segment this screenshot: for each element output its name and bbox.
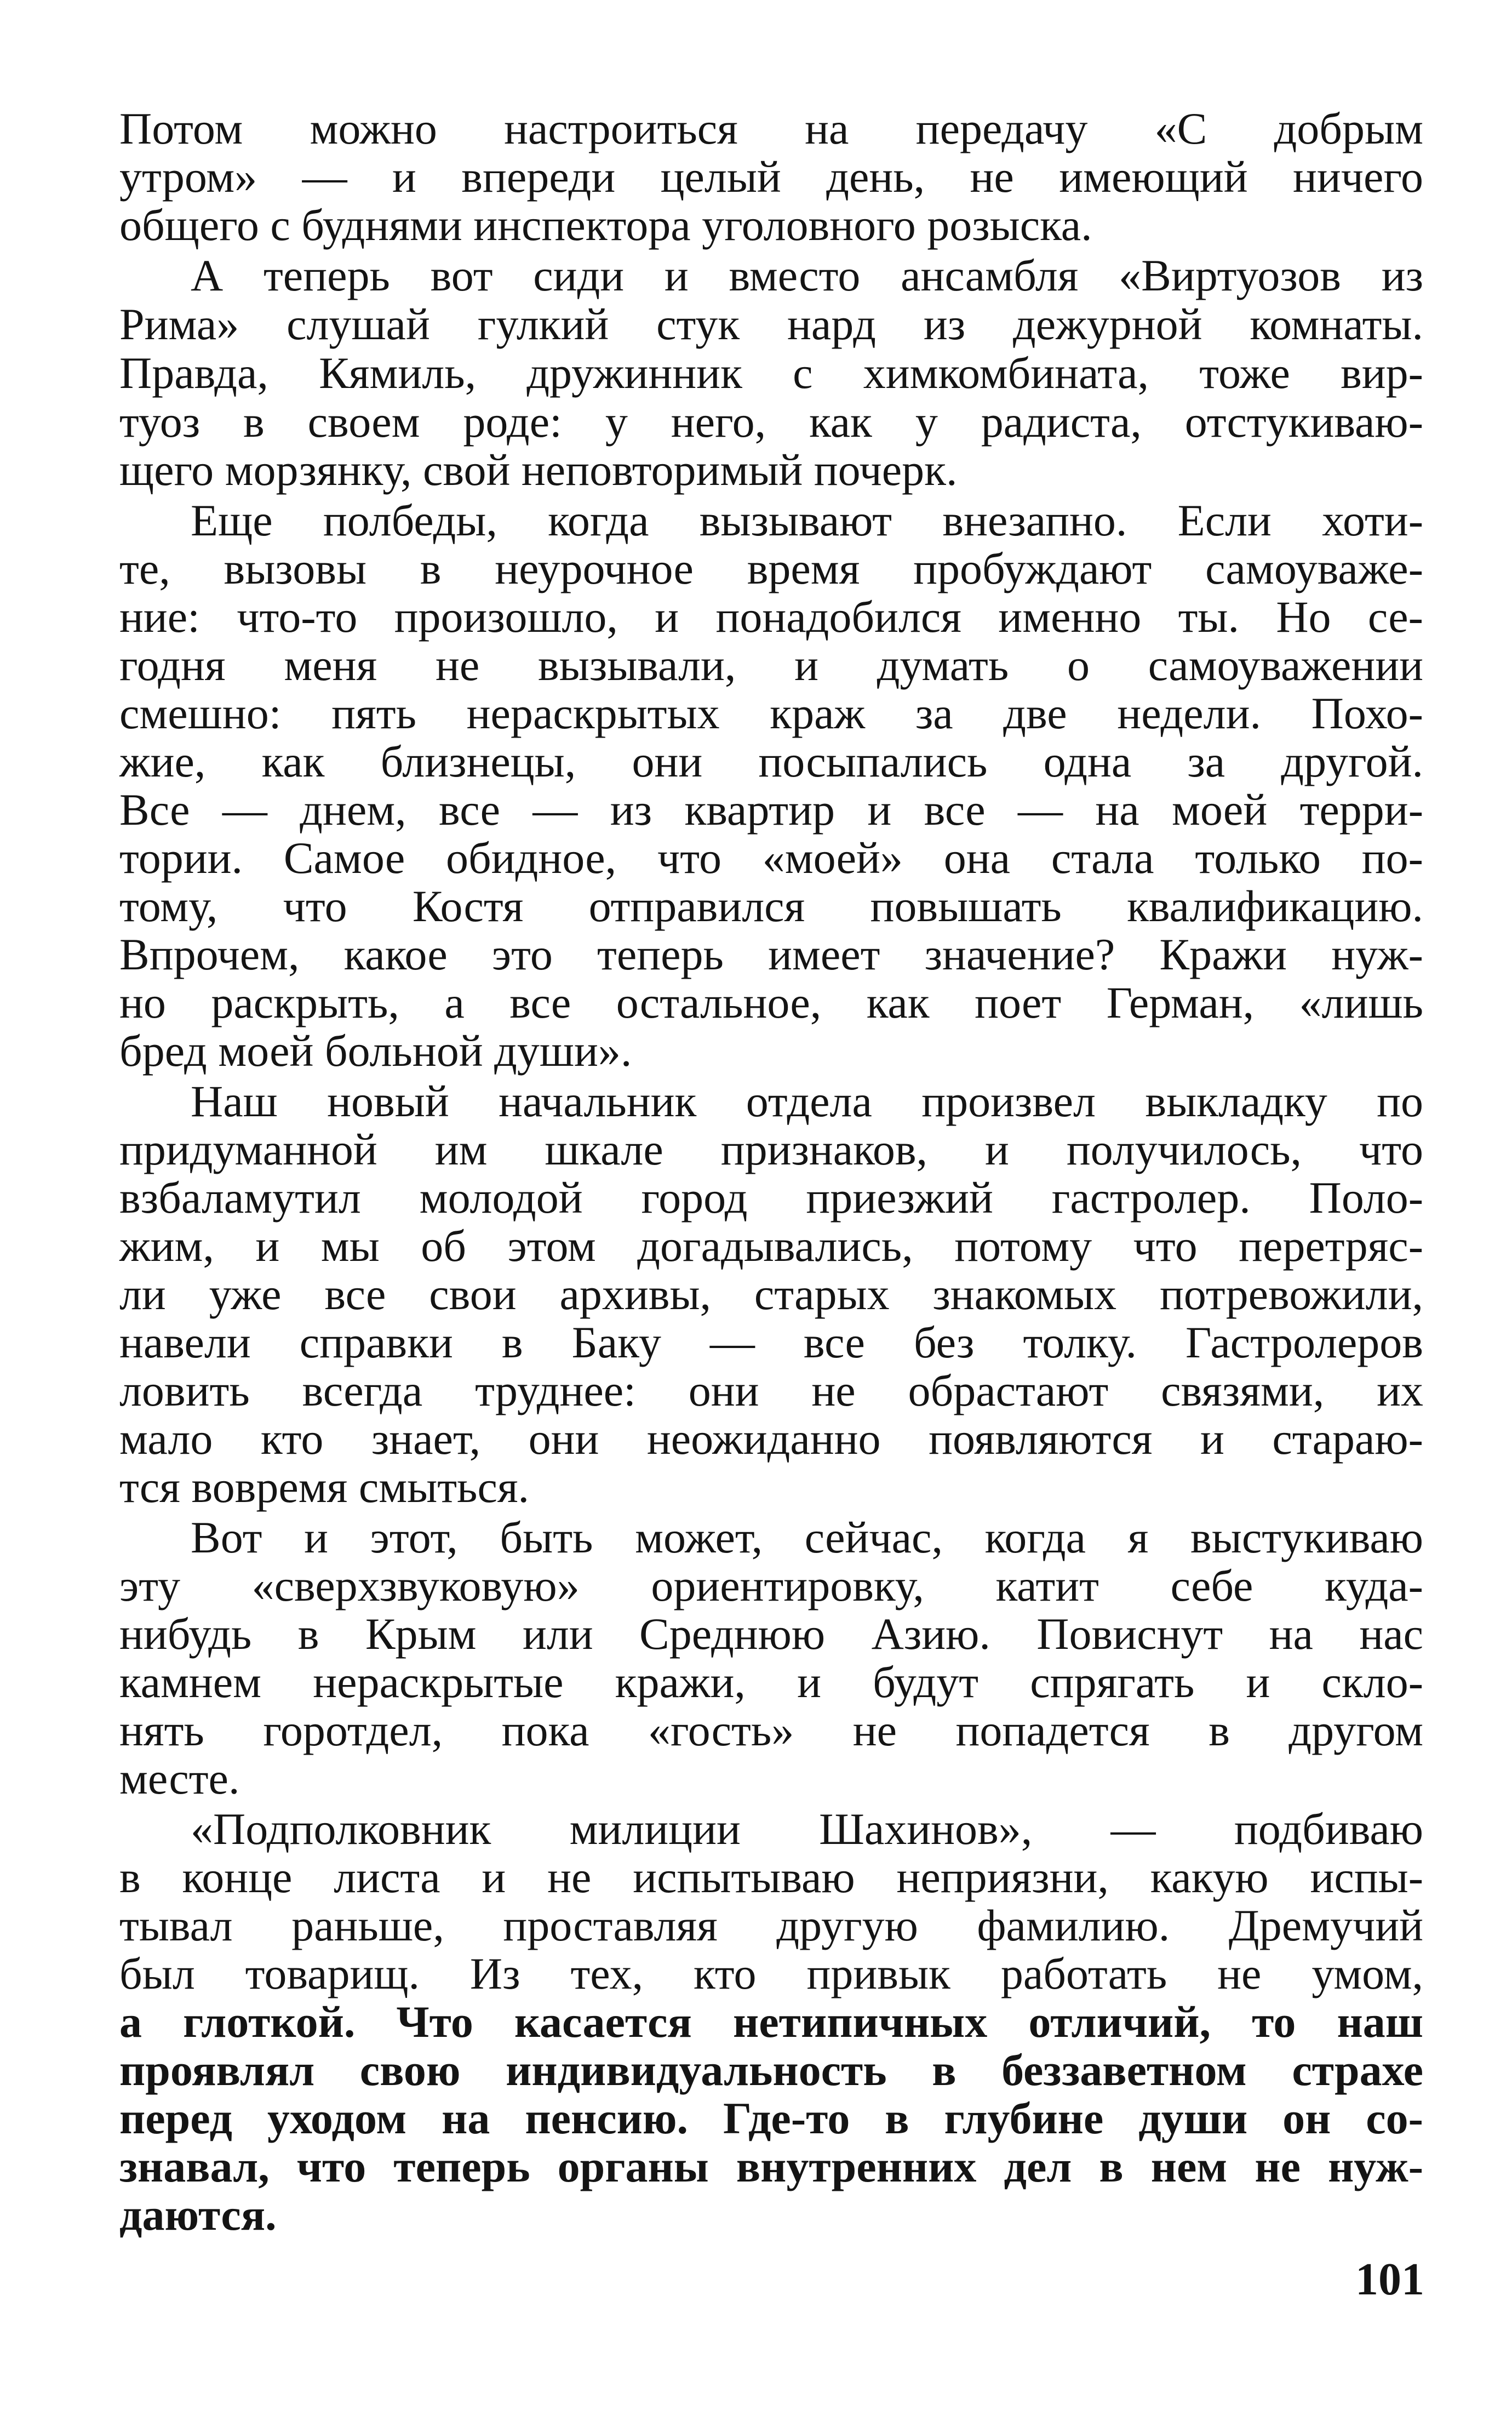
text-line: Еще полбеды, когда вызывают внезапно. Если хоти- — [191, 495, 1423, 545]
text-line: мало кто знает, они неожиданно появляются и стараю- — [119, 1414, 1423, 1464]
text-line: ловить всегда труднее: они не обрастают связями, их — [119, 1366, 1423, 1415]
text-line: проявлял свою индивидуальность в беззаветном страхе — [119, 2045, 1423, 2095]
text-line: жие, как близнецы, они посыпались одна за другой. — [119, 736, 1423, 786]
text-line: был товарищ. Из тех, кто привык работать не умом, — [119, 1949, 1423, 1998]
text-line: эту «сверхзвуковую» ориентировку, катит себе куда- — [119, 1561, 1423, 1611]
text-line: годня меня не вызывали, и думать о самоуважении — [119, 640, 1423, 690]
text-line: взбаламутил молодой город приезжий гастролер. Поло- — [119, 1173, 1423, 1223]
text-line: придуманной им шкале признаков, и получилось, что — [119, 1124, 1423, 1174]
text-line: Наш новый начальник отдела произвел выкладку по — [191, 1076, 1423, 1126]
text-line: те, вызовы в неурочное время пробуждают самоуваже- — [119, 544, 1423, 593]
text-line: А теперь вот сиди и вместо ансамбля «Виртуозов из — [191, 250, 1423, 300]
text-line: общего с буднями инспектора уголовного розыска. — [119, 200, 1092, 250]
text-line: ние: что-то произошло, и понадобился именно ты. Но се- — [119, 592, 1423, 642]
text-line: туоз в своем роде: у него, как у радиста, отстукиваю- — [119, 397, 1423, 447]
text-line: даются. — [119, 2190, 277, 2240]
text-line: Вот и этот, быть может, сейчас, когда я выстукиваю — [191, 1512, 1423, 1562]
text-line: жим, и мы об этом догадывались, потому что перетряс- — [119, 1221, 1423, 1271]
text-line: камнем нераскрытые кражи, и будут спрягать и скло- — [119, 1657, 1423, 1707]
text-line: знавал, что теперь органы внутренних дел в нем не нуж- — [119, 2142, 1423, 2191]
text-line: месте. — [119, 1754, 240, 1803]
text-line: нять горотдел, пока «гость» не попадется в другом — [119, 1705, 1423, 1755]
text-line: утром» — и впереди целый день, не имеющий ничего — [119, 152, 1423, 202]
text-line: тся вовремя смыться. — [119, 1462, 530, 1512]
text-line: Все — днем, все — из квартир и все — на моей терри- — [119, 785, 1423, 835]
text-line: навели справки в Баку — все без толку. Гастролеров — [119, 1317, 1423, 1367]
text-line: бред моей больной души». — [119, 1026, 632, 1076]
text-line: перед уходом на пенсию. Где-то в глубине души он со- — [119, 2093, 1423, 2143]
text-line: «Подполковник милиции Шахинов», — подбиваю — [191, 1804, 1423, 1854]
text-line: в конце листа и не испытываю неприязни, какую испы- — [119, 1852, 1423, 1902]
text-line: тому, что Костя отправился повышать квалификацию. — [119, 881, 1423, 931]
text-line: Потом можно настроиться на передачу «С добрым — [119, 104, 1423, 153]
text-line: Правда, Кямиль, дружинник с химкомбината, тоже вир- — [119, 348, 1423, 398]
text-line: щего морзянку, свой неповторимый почерк. — [119, 445, 958, 495]
text-line: тории. Самое обидное, что «моей» она стала только по- — [119, 833, 1423, 883]
text-line: тывал раньше, проставляя другую фамилию. Дремучий — [119, 1900, 1423, 1950]
text-line: нибудь в Крым или Среднюю Азию. Повиснут на нас — [119, 1609, 1423, 1659]
text-line: а глоткой. Что касается нетипичных отличий, то наш — [119, 1997, 1423, 2047]
text-line: ли уже все свои архивы, старых знакомых потревожили, — [119, 1269, 1423, 1319]
text-line: смешно: пять нераскрытых краж за две недели. Похо- — [119, 688, 1423, 738]
text-line: но раскрыть, а все остальное, как поет Герман, «лишь — [119, 978, 1423, 1027]
text-line: Впрочем, какое это теперь имеет значение? Кражи нуж- — [119, 929, 1423, 979]
page-number: 101 — [1355, 2254, 1424, 2305]
text-line: Рима» слушай гулкий стук нард из дежурной комнаты. — [119, 299, 1423, 349]
